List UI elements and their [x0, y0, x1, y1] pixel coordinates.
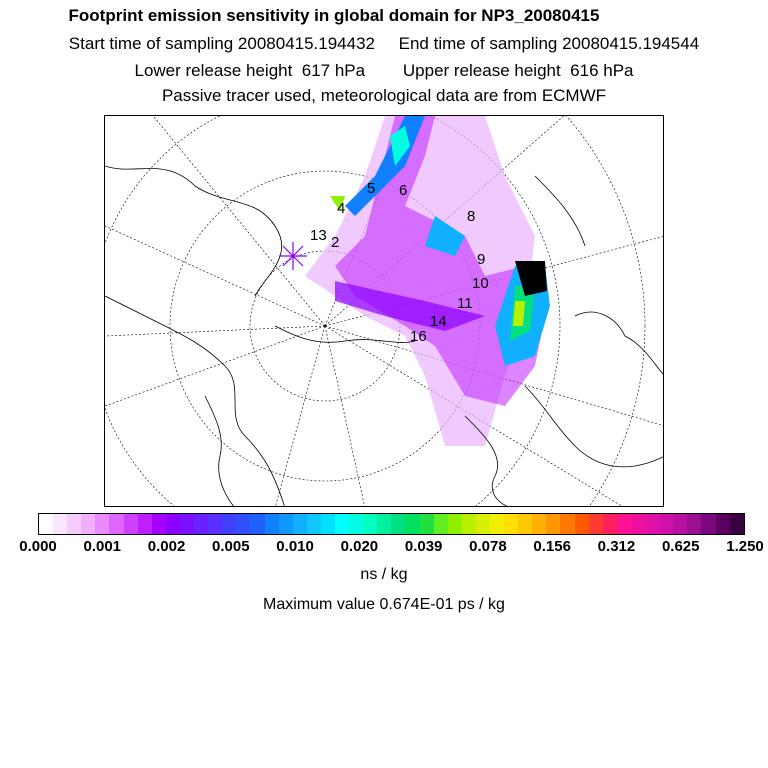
colorbar-swatch	[293, 514, 307, 534]
colorbar-swatch	[617, 514, 631, 534]
colorbar-swatch	[152, 514, 166, 534]
colorbar-swatch	[180, 514, 194, 534]
colorbar-swatch	[730, 514, 744, 534]
colorbar-tick-label: 0.002	[147, 538, 186, 555]
colorbar-tick-label: 0.156	[533, 538, 571, 555]
colorbar-swatch	[434, 514, 448, 534]
colorbar-swatch	[363, 514, 377, 534]
colorbar-swatch	[687, 514, 701, 534]
colorbar-tick-label: 0.000	[19, 538, 57, 555]
label-9: 9	[477, 251, 486, 268]
colorbar-swatch	[603, 514, 617, 534]
colorbar-swatch	[575, 514, 589, 534]
colorbar-tick-label: 0.312	[597, 538, 636, 555]
colorbar-swatch	[236, 514, 250, 534]
colorbar-swatch	[124, 514, 138, 534]
label-8: 8	[467, 208, 476, 225]
colorbar-swatch	[377, 514, 391, 534]
colorbar-swatch	[53, 514, 67, 534]
colorbar-swatch	[81, 514, 95, 534]
colorbar-swatch	[504, 514, 518, 534]
colorbar-swatch	[39, 514, 53, 534]
plot-title: Footprint emission sensitivity in global domain for NP3_20080415	[68, 6, 600, 25]
colorbar-tick-label: 0.020	[340, 538, 379, 555]
colorbar-unit: ns / kg	[360, 566, 408, 583]
footprint-map	[104, 115, 664, 507]
label-11: 11	[457, 295, 473, 312]
colorbar-swatch	[560, 514, 574, 534]
colorbar-swatch	[335, 514, 349, 534]
colorbar-swatch	[631, 514, 645, 534]
map-canvas	[105, 116, 664, 507]
colorbar-swatch	[307, 514, 321, 534]
colorbar-tick-label: 0.039	[404, 538, 443, 555]
colorbar-swatch	[716, 514, 730, 534]
release-heights: Lower release height 617 hPa Upper release height 616 hPa	[134, 61, 634, 80]
label-2: 2	[331, 234, 340, 251]
colorbar-swatch	[265, 514, 279, 534]
colorbar-swatch	[391, 514, 405, 534]
label-4: 4	[337, 200, 346, 217]
colorbar-swatch	[194, 514, 208, 534]
colorbar-swatch	[166, 514, 180, 534]
label-10: 10	[472, 275, 489, 292]
colorbar-swatch	[279, 514, 293, 534]
label-14: 14	[430, 313, 447, 330]
colorbar-tick-label: 0.005	[212, 538, 250, 555]
colorbar-tick-label: 0.625	[661, 538, 700, 555]
label-13: 13	[310, 227, 327, 244]
colorbar	[38, 513, 745, 535]
colorbar-swatch	[645, 514, 659, 534]
colorbar-swatch	[109, 514, 123, 534]
release-site-marker	[279, 242, 307, 270]
colorbar-tick-label: 0.010	[276, 538, 314, 555]
colorbar-swatch	[589, 514, 603, 534]
label-5: 5	[367, 180, 376, 197]
colorbar-swatch	[490, 514, 504, 534]
colorbar-swatch	[95, 514, 109, 534]
colorbar-swatch	[673, 514, 687, 534]
label-16: 16	[410, 328, 427, 345]
colorbar-swatch	[546, 514, 560, 534]
colorbar-swatch	[138, 514, 152, 534]
colorbar-swatch	[420, 514, 434, 534]
colorbar-swatch	[321, 514, 335, 534]
colorbar-swatch	[659, 514, 673, 534]
colorbar-tick-label: 0.078	[469, 538, 507, 555]
colorbar-swatch	[701, 514, 715, 534]
colorbar-swatch	[250, 514, 264, 534]
colorbar-swatch	[405, 514, 419, 534]
label-6: 6	[399, 182, 408, 199]
tracer-info: Passive tracer used, meteorological data are from ECMWF	[161, 86, 607, 105]
colorbar-swatch	[208, 514, 222, 534]
emission-plume	[305, 116, 550, 446]
colorbar-swatch	[462, 514, 476, 534]
colorbar-swatch	[448, 514, 462, 534]
colorbar-swatch	[532, 514, 546, 534]
colorbar-swatch	[222, 514, 236, 534]
sampling-times: Start time of sampling 20080415.194432 End time of sampling 20080415.194544	[68, 34, 700, 53]
colorbar-tick-label: 1.250	[726, 538, 764, 555]
colorbar-swatch	[349, 514, 363, 534]
colorbar-swatch	[67, 514, 81, 534]
maximum-value: Maximum value 0.674E-01 ps / kg	[263, 596, 505, 613]
colorbar-tick-label: 0.001	[83, 538, 122, 555]
colorbar-swatch	[518, 514, 532, 534]
colorbar-swatch	[476, 514, 490, 534]
